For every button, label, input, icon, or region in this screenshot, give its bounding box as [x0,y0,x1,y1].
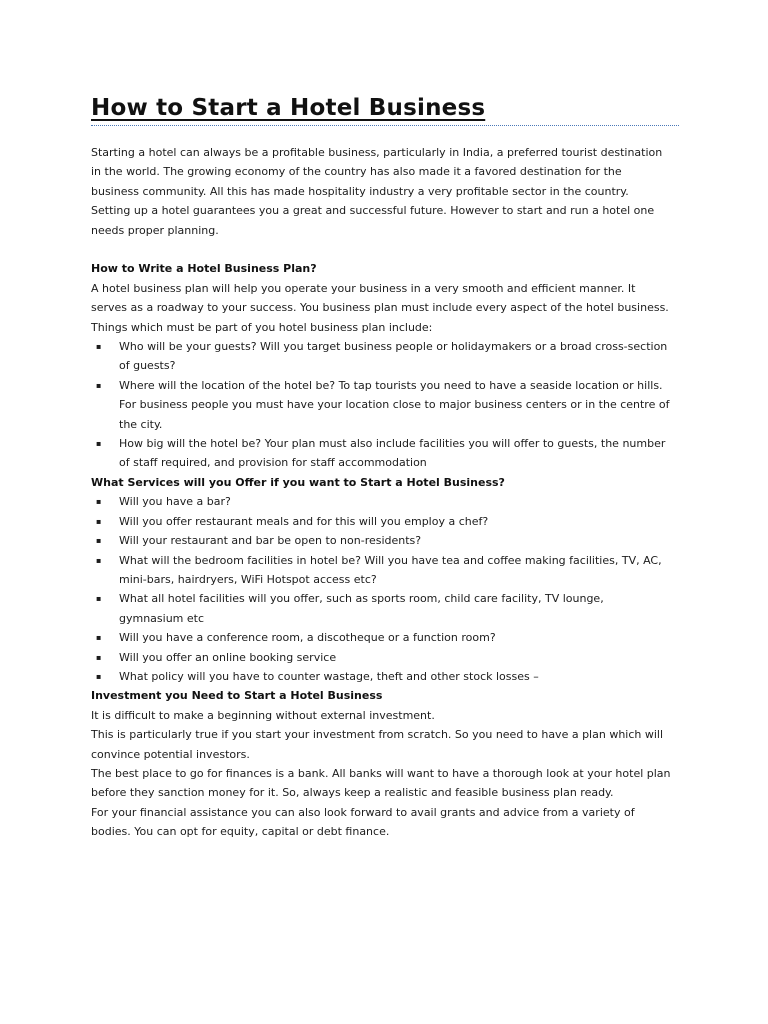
list-item-text: What all hotel facilities will you offer, such as sports room, child care facility, TV lounge, gymnasium etc [119,592,604,625]
list-item-text: Who will be your guests? Will you target business people or holidaymakers or a broad cross-section of guests? [119,340,668,373]
list-item [91,628,671,647]
intro-paragraph: Starting a hotel can always be a profitable business, particularly in India, a preferred tourist destination in the world. The growing economy of the country has also made it a favored destination for the business community. All this has made hospitality industry a very profitable sector in the country. Setting up a hotel guarantees you a great and successful future. However to start and run a hotel one needs proper planning. [91,146,663,237]
list-item-text: Will you have a conference room, a discotheque or a function room? [119,631,496,645]
list-item [91,376,671,434]
list-item-text: Where will the location of the hotel be? To tap tourists you need to have a seaside location or hills. [119,378,663,392]
list-item [91,531,671,550]
page-title: How to Start a Hotel Business [91,95,486,121]
bullet-icon: ▪ [96,633,102,643]
list-item-text: What policy will you have to counter wastage, theft and other stock losses – [119,669,539,683]
list-item [91,434,671,473]
list-item-text: Will your restaurant and bar be open to non-residents? [119,534,422,548]
title-divider [91,125,679,126]
list-item [91,551,671,590]
list-item-continuation: For business people you must have your location close to major business centers or in the centre of the city. [119,398,670,431]
list-item [91,648,671,667]
bullet-icon: ▪ [96,555,102,565]
business-plan-list [91,337,671,473]
list-item-text: How big will the hotel be? Your plan must also include facilities you will offer to guests, the number of staff required, and provision for staff accommodation [119,437,666,470]
list-item-text: Will you have a bar? [119,495,231,509]
list-item [91,667,671,686]
section-heading-business-plan: How to Write a Hotel Business Plan? [91,262,317,276]
document-body [91,143,671,842]
list-item-text: Will you offer an online booking service [119,650,337,664]
paragraph-spacer [91,240,671,259]
bullet-icon: ▪ [96,380,102,390]
section-paragraph: It is difficult to make a beginning without external investment. [91,708,435,722]
section-paragraph: A hotel business plan will help you operate your business in a very smooth and efficient manner. It serves as a roadway to your success. You business plan must include every aspect of the hotel business. Things which must be part of you hotel business plan include: [91,281,669,334]
list-item-text: What will the bedroom facilities in hotel be? Will you have tea and coffee making facilities, TV, AC, mini-bars, hairdryers, WiFi Hotspot access etc? [119,553,662,586]
bullet-icon: ▪ [96,439,102,449]
bullet-icon: ▪ [96,671,102,681]
bullet-icon: ▪ [96,536,102,546]
list-item [91,337,671,376]
section-paragraph: The best place to go for finances is a bank. All banks will want to have a thorough look at your hotel plan before they sanction money for it. So, always keep a realistic and feasible business plan ready. [91,766,671,800]
list-item [91,512,671,531]
bullet-icon: ▪ [96,497,102,507]
section-heading-services: What Services will you Offer if you want to Start a Hotel Business? [91,475,505,489]
list-item [91,589,671,628]
bullet-icon: ▪ [96,516,102,526]
bullet-icon: ▪ [96,652,102,662]
list-item [91,492,671,511]
section-paragraph: This is particularly true if you start your investment from scratch. So you need to have a plan which will convince potential investors. [91,728,664,761]
section-paragraph: For your financial assistance you can also look forward to avail grants and advice from a variety of bodies. You can opt for equity, capital or debt finance. [91,805,635,839]
services-list [91,492,671,686]
list-item-text: Will you offer restaurant meals and for this will you employ a chef? [119,514,489,528]
bullet-icon: ▪ [96,594,102,604]
bullet-icon: ▪ [96,342,102,352]
section-heading-investment: Investment you Need to Start a Hotel Business [91,689,383,703]
